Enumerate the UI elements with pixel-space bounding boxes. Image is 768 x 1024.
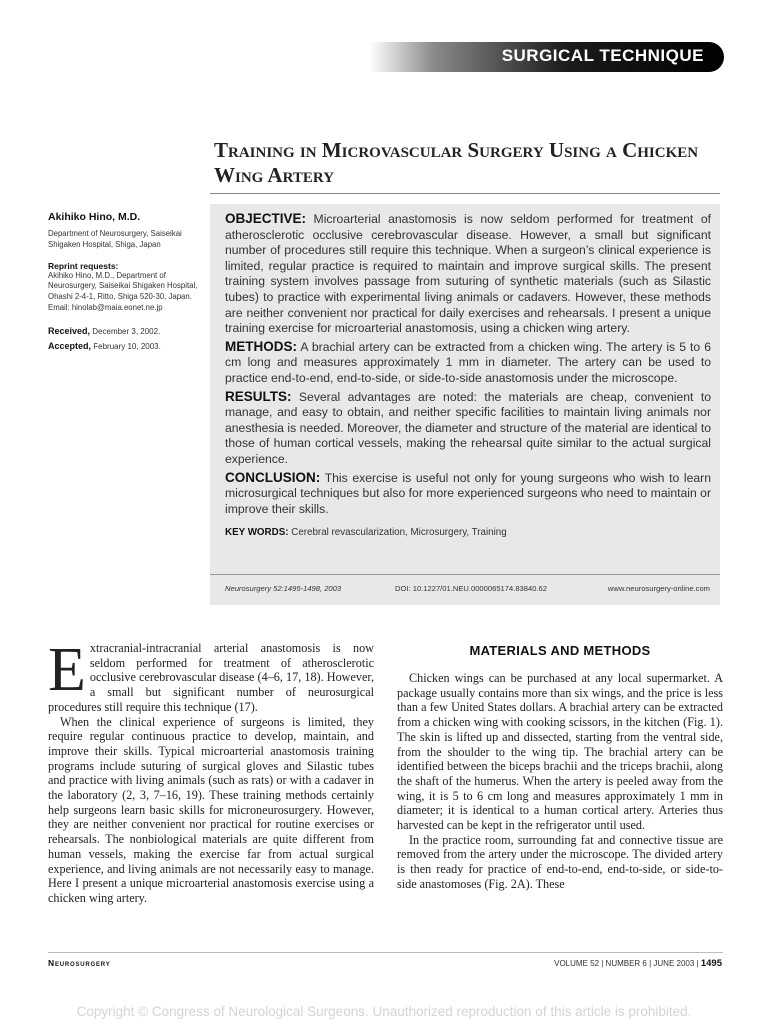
accepted-date: February 10, 2003. [93, 341, 161, 351]
conclusion-text: This exercise is useful not only for young surgeons who wish to learn microsurgical techniques but also for more experienced surgeons who need to maintain or improve their skills. [225, 470, 712, 516]
results-label: RESULTS: [225, 388, 292, 404]
intro-paragraph-1: xtracranial-intracranial arterial anastomosis is now seldom performed for treatment of atherosclerotic occlusive cerebrovascular disease (4–6, 17, 18). However, a small but significant number of neurosurgical procedures still require this technique (17). [48, 641, 374, 714]
article-dates [48, 324, 198, 354]
citation-journal: Neurosurgery 52:1495-1498, 2003 [225, 584, 342, 593]
author-name: Akihiko Hino, M.D. [48, 211, 141, 223]
footer-divider [48, 952, 723, 953]
abstract-keywords [225, 525, 711, 541]
author-block [48, 211, 198, 354]
conclusion-label: CONCLUSION: [225, 469, 321, 485]
abstract-results [225, 389, 711, 468]
drop-cap: E [48, 636, 86, 704]
section-banner [370, 42, 724, 72]
methods-column [397, 671, 723, 892]
section-heading: MATERIALS AND METHODS [469, 643, 651, 658]
received-label: Received, [48, 325, 91, 336]
footer-issue-info [554, 958, 722, 969]
methods-paragraph-1: Chicken wings can be purchased at any local supermarket. A package usually contains more than six wings, and the price is less than a few United States dollars. A brachial artery can be extracted from a chicken wing with cooking scissors, in the kitchen (Fig. 1). The skin is lifted up and dissected, starting from the ventral side, from the shoulder to the wing tip. The brachial artery can be identified between the biceps brachii and the triceps brachii, along the shaft of the humerus. When the artery is peeled away from the wing, it is 5 to 6 cm long and measures approximately 1 mm in diameter; it is identical to a human cortical artery. Arteries thus harvested can be kept in the refrigerator until used. [397, 671, 723, 833]
objective-text: Microarterial anastomosis is now seldom performed for treatment of atherosclerotic occlusive cerebrovascular disease. However, a small but significant number of procedures still require this technique. When a surgeon’s clinical experience is limited, regular practice is required to maintain and improve surgical skills. The present training system involves passage from suturing of synthetic materials (such as Silastic tubes) to practice with experimental living animals or cadavers. However, these methods are neither convenient nor practical for daily exercises and rehearsals. I present a unique training exercise for microarterial anastomosis, using a chicken wing artery. [225, 212, 711, 336]
intro-paragraph-2: When the clinical experience of surgeons is limited, they require regular continuous practice to develop, maintain, and improve their skills. Typical microarterial anastomosis training programs include suturing of surgical gloves and Silastic tubes and practice with living animals (such as rats) or with a cadaver in the laboratory (2, 3, 7–16, 19). These training methods certainly help surgeons learn basic skills for microneurosurgery. However, they are neither convenient nor practical for routine exercises or rehearsals. The nonbiological materials are quite different from human vessels, making the exercise far from actual surgical experience, and living animals are not necessarily easy to manage. Here I present a unique microarterial anastomosis exercise using a chicken wing artery. [48, 714, 374, 905]
objective-label: OBJECTIVE: [225, 211, 307, 226]
footer-journal-name: Neurosurgery [48, 958, 111, 968]
footer-issue: VOLUME 52 | NUMBER 6 | JUNE 2003 | [554, 959, 699, 968]
title-divider [210, 193, 720, 194]
author-affiliation: Department of Neurosurgery, Saiseikai Shigaken Hospital, Shiga, Japan [48, 229, 182, 249]
keywords-text: Cerebral revascularization, Microsurgery, Training [291, 527, 507, 539]
copyright-watermark: Copyright © Congress of Neurological Surgeons. Unauthorized reproduction of this article is prohibited. [76, 1004, 692, 1019]
intro-column [48, 636, 374, 906]
abstract-objective [225, 211, 711, 337]
reprint-label: Reprint requests: [48, 260, 119, 271]
abstract-methods [225, 339, 711, 387]
page-number: 1495 [700, 958, 722, 969]
section-banner-label: SURGICAL TECHNIQUE [501, 46, 704, 65]
citation-divider [210, 574, 720, 575]
methods-paragraph-2: In the practice room, surrounding fat and connective tissue are removed from the artery under the microscope. The divided artery is then ready for practice of end-to-end, end-to-side, or side-to-side anastomoses (Fig. 2A). These [397, 832, 723, 891]
reprint-address: Akihiko Hino, M.D., Department of Neurosurgery, Saiseikai Shigaken Hospital, Ohashi 2-4-1, Ritto, Shiga 520-30, Japan. [48, 270, 198, 302]
methods-text: A brachial artery can be extracted from a chicken wing. The artery is 5 to 6 cm long and measures approximately 1 mm in diameter. The artery can be used to practice end-to-end, end-to-side, or side-to-side anastomosis under the microscope. [225, 339, 711, 385]
citation-doi: DOI: 10.1227/01.NEU.0000065174.83840.62 [395, 584, 547, 593]
methods-label: METHODS: [225, 338, 297, 354]
abstract-conclusion [225, 470, 711, 518]
results-text: Several advantages are noted: the materials are cheap, convenient to manage, and easy to obtain, and neither specific facilities to maintain living animals nor anesthesia is needed. Moreover, the diameter and structure of the material are identical to those of human cortical vessels, making the rehearsal quite similar to the actual surgical experience. [225, 389, 711, 466]
keywords-label: KEY WORDS: [225, 527, 289, 539]
accepted-label: Accepted, [48, 340, 92, 351]
received-date: December 3, 2002. [92, 326, 161, 336]
abstract [225, 211, 711, 543]
citation-url[interactable]: www.neurosurgery-online.com [607, 584, 710, 593]
article-title: Training in Microvascular Surgery Using a Chicken Wing Artery [214, 138, 699, 187]
author-email: Email: hinolab@maia.eonet.ne.jp [48, 302, 163, 312]
